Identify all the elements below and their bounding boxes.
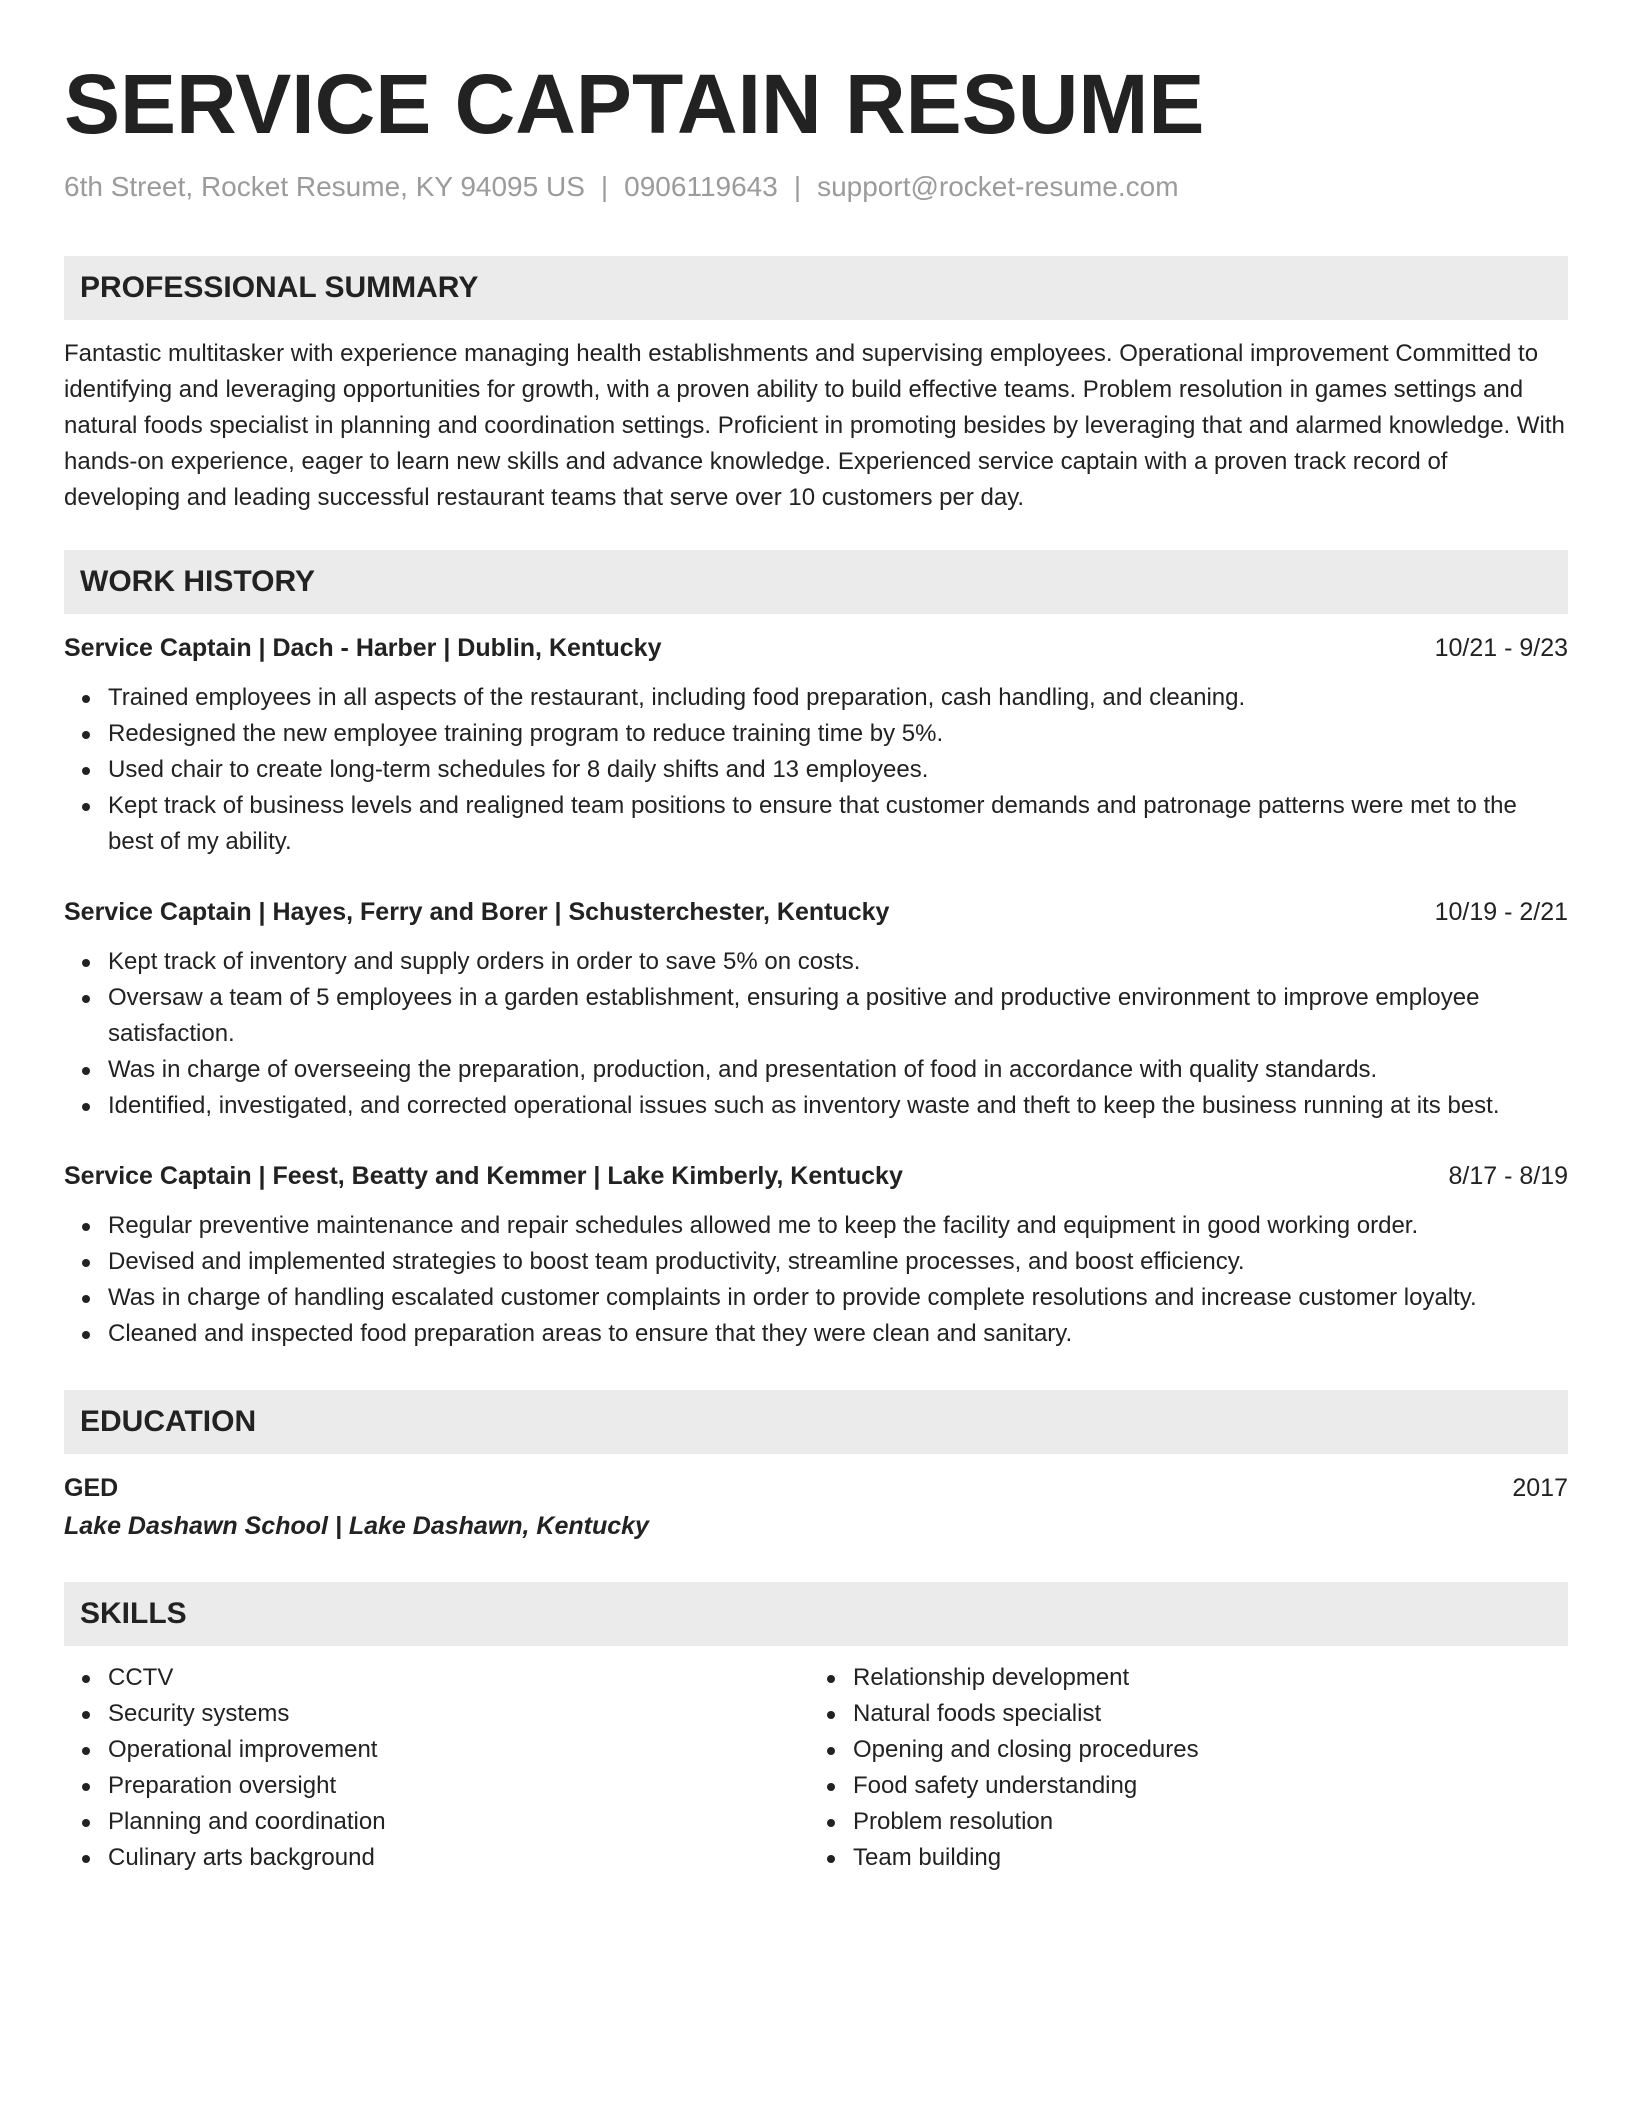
job-bullet: Redesigned the new employee training program to reduce training time by 5%. xyxy=(108,716,1568,752)
job-heading-row xyxy=(64,1158,1568,1194)
job-bullet: Trained employees in all aspects of the restaurant, including food preparation, cash handling, and cleaning. xyxy=(108,680,1568,716)
job-title: Service Captain | Dach - Harber | Dublin, Kentucky xyxy=(64,634,662,662)
skill-item: Culinary arts background xyxy=(108,1840,823,1876)
contact-email: support@rocket-resume.com xyxy=(817,171,1179,202)
job-bullet: Cleaned and inspected food preparation areas to ensure that they were clean and sanitary. xyxy=(108,1316,1568,1352)
section-header-work-history: WORK HISTORY xyxy=(64,550,1568,614)
job-title: Service Captain | Feest, Beatty and Kemmer | Lake Kimberly, Kentucky xyxy=(64,1162,903,1190)
skills-columns xyxy=(64,1660,1568,1876)
job-bullet: Oversaw a team of 5 employees in a garden establishment, ensuring a positive and productive environment to improve employee satisfaction. xyxy=(108,980,1568,1052)
skills-list-right xyxy=(823,1660,1568,1876)
resume-title: SERVICE CAPTAIN RESUME xyxy=(64,57,1205,151)
skill-item: Security systems xyxy=(108,1696,823,1732)
job-entry xyxy=(64,1158,1568,1352)
skill-item: CCTV xyxy=(108,1660,823,1696)
job-bullet: Regular preventive maintenance and repair schedules allowed me to keep the facility and equipment in good working order. xyxy=(108,1208,1568,1244)
contact-separator: | xyxy=(793,171,802,202)
education-row xyxy=(64,1470,1568,1506)
section-header-summary: PROFESSIONAL SUMMARY xyxy=(64,256,1568,320)
education-year: 2017 xyxy=(1512,1474,1568,1502)
section-header-education: EDUCATION xyxy=(64,1390,1568,1454)
skill-item: Natural foods specialist xyxy=(853,1696,1568,1732)
skill-item: Problem resolution xyxy=(853,1804,1568,1840)
contact-address: 6th Street, Rocket Resume, KY 94095 US xyxy=(64,171,585,202)
summary-text: Fantastic multitasker with experience managing health establishments and supervising employees. Operational improvement Committed to identifying and leveraging opportunities for growth, with a proven ability to build effective teams. Problem resolution in games settings and natural foods specialist in planning and coordination settings. Proficient in promoting besides by leveraging that and alarmed knowledge. With hands-on experience, eager to learn new skills and advance knowledge. Experienced service captain with a proven track record of developing and leading successful restaurant teams that serve over 10 customers per day. xyxy=(64,340,1565,511)
job-dates: 10/21 - 9/23 xyxy=(1434,634,1568,662)
skill-item: Opening and closing procedures xyxy=(853,1732,1568,1768)
skill-item: Food safety understanding xyxy=(853,1768,1568,1804)
job-bullet: Was in charge of overseeing the preparation, production, and presentation of food in accordance with quality standards. xyxy=(108,1052,1568,1088)
job-heading-row xyxy=(64,894,1568,930)
skill-item: Relationship development xyxy=(853,1660,1568,1696)
education-school: Lake Dashawn School | Lake Dashawn, Kentucky xyxy=(64,1512,649,1540)
skill-item: Planning and coordination xyxy=(108,1804,823,1840)
job-title: Service Captain | Hayes, Ferry and Borer | Schusterchester, Kentucky xyxy=(64,898,890,926)
job-heading-row xyxy=(64,630,1568,666)
skill-item: Team building xyxy=(853,1840,1568,1876)
skills-list-left xyxy=(64,1660,823,1876)
skill-item: Preparation oversight xyxy=(108,1768,823,1804)
job-bullet: Identified, investigated, and corrected operational issues such as inventory waste and theft to keep the business running at its best. xyxy=(108,1088,1568,1124)
job-bullet: Was in charge of handling escalated customer complaints in order to provide complete resolutions and increase customer loyalty. xyxy=(108,1280,1568,1316)
job-bullets xyxy=(64,680,1568,860)
job-entry xyxy=(64,630,1568,860)
job-dates: 10/19 - 2/21 xyxy=(1434,898,1568,926)
job-bullet: Used chair to create long-term schedules for 8 daily shifts and 13 employees. xyxy=(108,752,1568,788)
job-bullets xyxy=(64,1208,1568,1352)
job-bullet: Kept track of business levels and realigned team positions to ensure that customer demands and patronage patterns were met to the best of my ability. xyxy=(108,788,1568,860)
education-degree: GED xyxy=(64,1474,119,1502)
job-bullet: Devised and implemented strategies to boost team productivity, streamline processes, and boost efficiency. xyxy=(108,1244,1568,1280)
job-dates: 8/17 - 8/19 xyxy=(1448,1162,1568,1190)
job-entry xyxy=(64,894,1568,1124)
section-header-skills: SKILLS xyxy=(64,1582,1568,1646)
job-bullet: Kept track of inventory and supply orders in order to save 5% on costs. xyxy=(108,944,1568,980)
contact-phone: 0906119643 xyxy=(624,171,778,202)
skill-item: Operational improvement xyxy=(108,1732,823,1768)
contact-separator: | xyxy=(600,171,609,202)
job-bullets xyxy=(64,944,1568,1124)
contact-line xyxy=(64,168,1568,206)
